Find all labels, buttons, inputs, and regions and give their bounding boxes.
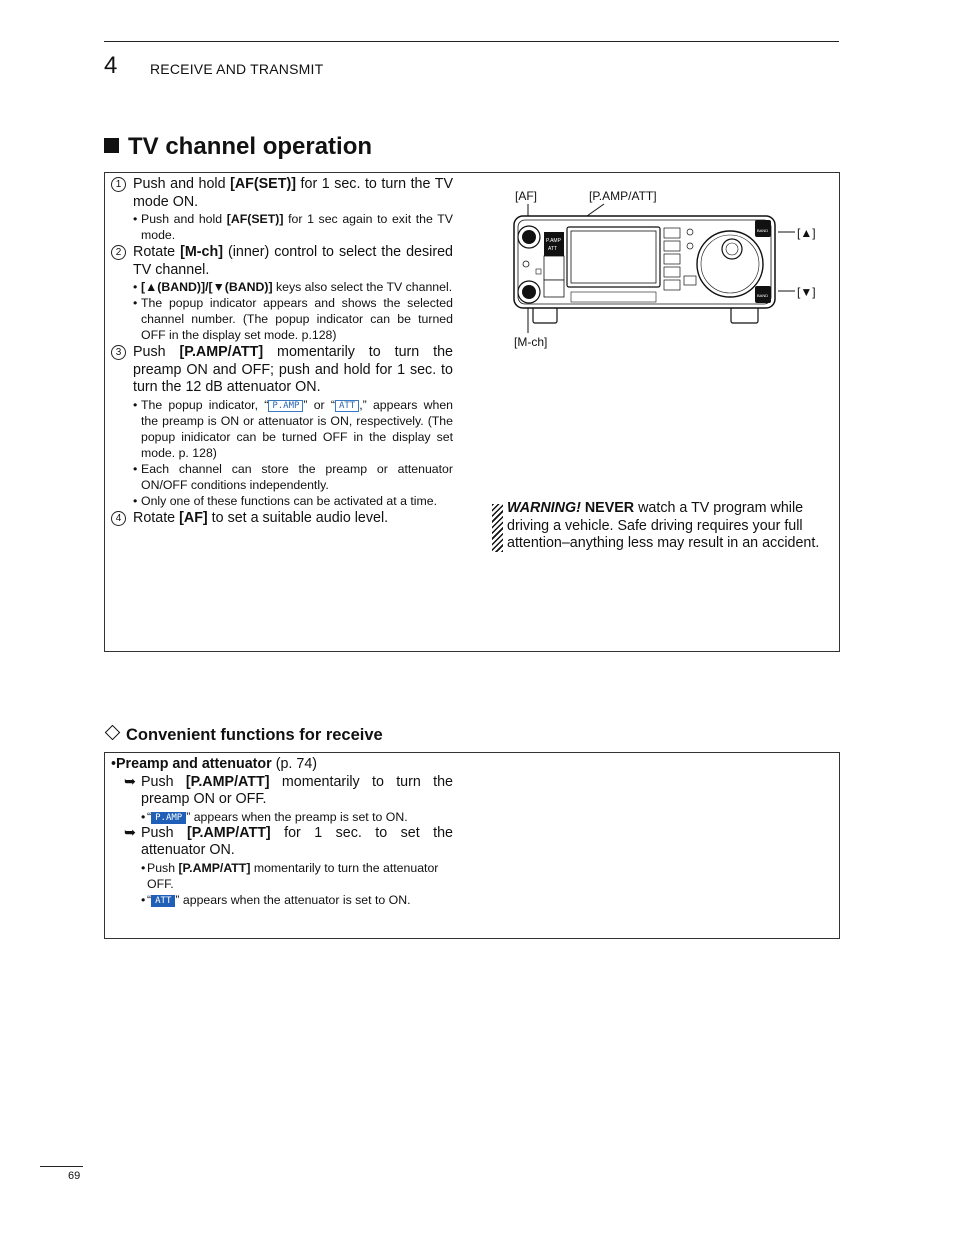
label-pamp-att: [P.AMP/ATT] [589, 189, 657, 203]
attenuator-indicator: ATT [151, 895, 175, 907]
preamp-indicator: P.AMP [151, 812, 186, 824]
action-1-note: • “ P.AMP ” appears when the preamp is set to ON. [141, 809, 408, 824]
note-text: The popup indicator, “ [141, 397, 269, 412]
note-text: ” or “ [303, 397, 335, 412]
radio-figure [0, 0, 954, 400]
section-title-text: TV channel operation [128, 133, 373, 160]
step-text: for 1 sec. to turn the TV mode ON. [133, 176, 453, 210]
convenient-box [104, 752, 840, 939]
convenient-heading-text: Convenient functions for receive [126, 726, 383, 744]
step-text: Push [133, 344, 180, 360]
note-text: Each channel can store the preamp or attenuator ON/OFF conditions independently. [141, 461, 453, 492]
note-text: Push and hold [141, 212, 227, 226]
note-text: keys also select the TV channel. [272, 280, 453, 294]
key-label: [P.AMP/ATT] [187, 824, 271, 841]
band-down-key-text: BAND [757, 293, 769, 298]
step-text: Rotate [133, 244, 181, 260]
att-key-text: ATT [548, 246, 558, 252]
action-2-note: • Push [P.AMP/ATT] momentarily to turn the attenuator OFF. [141, 860, 439, 891]
step-2-note: • [▲(BAND)]/[▼(BAND)] keys also select the TV channel. [133, 280, 453, 294]
warning-body: watch a TV program while driving a vehicle. Safe driving requires your full attention–anything less may result in an accident. [507, 500, 820, 551]
arrow-icon: ➥ [124, 824, 136, 841]
chapter-number: 4 [104, 52, 118, 79]
band-up-key-text: BAND [757, 228, 769, 233]
key-label: [P.AMP/ATT] [178, 860, 251, 875]
step-text: to set a suitable audio level. [207, 509, 389, 526]
footer-rule [40, 1166, 83, 1167]
note-text: Push [147, 860, 179, 875]
action-text: Push [141, 824, 188, 841]
action-text: for 1 sec. to set the attenuator ON. [141, 824, 454, 858]
action-text: Push [141, 773, 186, 790]
note-text: for 1 sec again to exit the TV mode. [141, 212, 453, 242]
step-number: 3 [111, 345, 126, 360]
action-text: momentarily to turn the preamp ON or OFF. [141, 773, 453, 807]
label-m-ch: [M-ch] [514, 335, 548, 349]
radio-front-panel [0, 0, 954, 400]
key-label: [M-ch] [180, 244, 223, 260]
key-label: [P.AMP/ATT] [185, 773, 270, 790]
warning-never: NEVER [584, 500, 635, 516]
warning-text [507, 500, 832, 553]
action-2 [111, 825, 453, 860]
step-3-note: • The popup indicator, “ P.AMP ” or “ ATT ,” appears when the preamp is ON or attenuator is ON, respectively. (The popup inidicator can be turned OFF in the display set mode. p. 128) [133, 397, 453, 460]
step-4 [111, 510, 453, 528]
label-af: [AF] [515, 189, 538, 203]
key-label: [AF(SET)] [230, 176, 296, 192]
step-text: Push and hold [133, 176, 231, 192]
step-3-note: • Each channel can store the preamp or attenuator ON/OFF conditions independently. [133, 461, 453, 492]
note-text: The popup indicator appears and shows the selected channel number. (The popup indicator can be turned OFF in the display set mode. p.128) [141, 296, 453, 342]
step-text: momentarily to turn the preamp ON and OFF; push and hold for 1 sec. to turn the 12 dB attenuator ON. [133, 344, 453, 395]
key-label: [▲(BAND)]/[▼(BAND)] [141, 280, 273, 294]
warning-label: WARNING! [507, 500, 581, 516]
note-text: ” appears when the preamp is set to ON. [186, 809, 408, 824]
step-2-note: • The popup indicator appears and shows the selected channel number. (The popup indicator can be turned OFF in the display set mode. p.128) [133, 296, 453, 342]
diamond-icon [105, 725, 121, 741]
label-band-down: [▼] [797, 285, 816, 299]
step-text: Rotate [133, 509, 180, 526]
action-1 [111, 774, 453, 809]
key-label: [AF] [179, 509, 208, 526]
item-title: •Preamp and attenuator (p. 74) [111, 756, 318, 772]
action-2-note: • “ ATT ” appears when the attenuator is set to ON. [141, 892, 411, 907]
step-3-note: • Only one of these functions can be activated at a time. [133, 493, 437, 508]
page-number: 69 [68, 1170, 81, 1182]
preamp-indicator: P.AMP [268, 400, 303, 412]
key-label: [AF(SET)] [226, 212, 284, 226]
step-number: 1 [111, 177, 126, 192]
chapter-title: RECEIVE AND TRANSMIT [150, 61, 324, 77]
note-text: ” appears when the attenuator is set to ON. [175, 892, 411, 907]
item-title-text: Preamp and attenuator [116, 756, 272, 772]
key-label: [P.AMP/ATT] [179, 344, 264, 360]
step-number: 2 [111, 245, 126, 260]
attenuator-indicator: ATT [335, 400, 359, 412]
item-ref: (p. 74) [271, 756, 318, 772]
step-1-note: • Push and hold [AF(SET)] for 1 sec again to exit the TV mode. [133, 212, 453, 242]
note-text: ,” appears when the preamp is ON or attenuator is ON, respectively. (The popup inidicator can be turned OFF in the display set mode. p. 128) [141, 397, 453, 460]
convenient-column [111, 756, 453, 908]
convenient-heading [104, 726, 383, 745]
warning-hatch-icon [492, 504, 503, 552]
step-number: 4 [111, 511, 126, 526]
arrow-icon: ➥ [124, 773, 136, 790]
note-text: Only one of these functions can be activated at a time. [141, 493, 437, 508]
note-text: momentarily to turn the attenuator OFF. [147, 860, 439, 891]
pamp-key-text: P.AMP [546, 238, 561, 244]
label-band-up: [▲] [797, 226, 816, 240]
step-text: (inner) control to select the desired TV channel. [133, 244, 453, 278]
